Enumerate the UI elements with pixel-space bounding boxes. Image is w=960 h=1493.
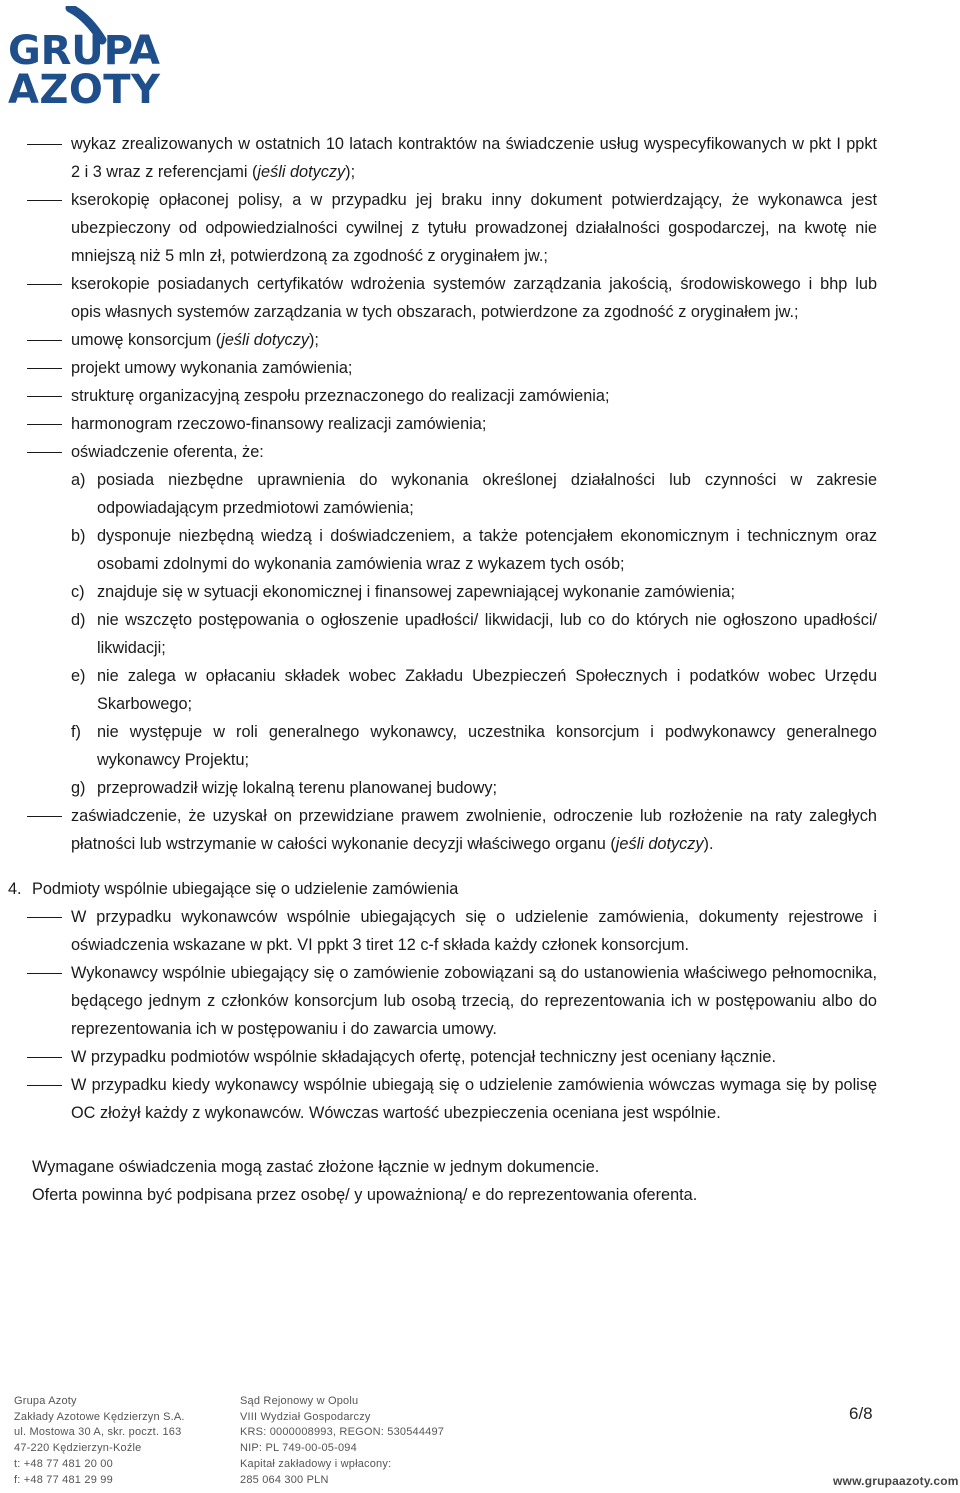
italic-note: jeśli dotyczy <box>221 331 309 349</box>
requirement-item <box>0 410 960 438</box>
section-heading <box>0 875 960 903</box>
requirement-item <box>0 270 960 326</box>
declaration-letter: a) <box>71 471 86 489</box>
italic-note: jeśli dotyczy <box>257 163 346 181</box>
requirement-item <box>0 802 960 858</box>
company-address <box>14 1394 185 1488</box>
document-body <box>0 130 960 1209</box>
footer-line: Sąd Rejonowy w Opolu <box>240 1395 359 1407</box>
consortium-item <box>0 1043 960 1071</box>
closing-line: Wymagane oświadczenia mogą zastać złożone łącznie w jednym dokumencie. <box>32 1158 600 1176</box>
section-title: Podmioty wspólnie ubiegające się o udzielenie zamówienia <box>32 880 459 898</box>
footer-line: 47-220 Kędzierzyn-Koźle <box>14 1442 142 1455</box>
website-link[interactable]: www.grupaazoty.com <box>833 1474 959 1488</box>
declaration-text: dysponuje niezbędną wiedzą i doświadczeniem, a także potencjałem ekonomicznym i technicznym oraz osobami zdolnymi do wykonania zamówienia wraz z wykazem tych osób; <box>97 527 877 573</box>
requirement-text: oświadczenie oferenta, że: <box>71 443 264 461</box>
consortium-item <box>0 959 960 1043</box>
declaration-letter: e) <box>71 667 86 685</box>
declaration-item <box>0 774 960 802</box>
footer-line: VIII Wydział Gospodarczy <box>240 1410 371 1423</box>
requirement-item <box>0 382 960 410</box>
consortium-text: W przypadku wykonawców wspólnie ubiegających się o udzielenie zamówienia, dokumenty rejestrowe i oświadczenia wskazane w pkt. VI ppkt 3 tiret 12 c-f składa każdy członek konsorcjum. <box>71 908 877 954</box>
consortium-text: W przypadku podmiotów wspólnie składających ofertę, potencjał techniczny jest oceniany łącznie. <box>71 1048 776 1066</box>
registry-info <box>240 1394 444 1488</box>
requirement-item <box>0 438 960 466</box>
requirement-text: kserokopię opłaconej polisy, a w przypadku jej braku inny dokument potwierdzający, że wykonawca jest ubezpieczony od odpowiedzialności cywilnej z tytułu prowadzonej działalności gospodarczej, na kwotę nie mniejszą niż 5 mln zł, potwierdzoną za zgodność z oryginałem jw.; <box>71 191 877 265</box>
declaration-text: nie zalega w opłacaniu składek wobec Zakładu Ubezpieczeń Społecznych i podatków wobec Urzędu Skarbowego; <box>97 667 877 713</box>
svg-text:GRUPA: GRUPA <box>8 28 160 74</box>
requirement-item <box>0 130 960 186</box>
footer-line: Zakłady Azotowe Kędzierzyn S.A. <box>14 1410 185 1423</box>
declaration-text: nie wszczęto postępowania o ogłoszenie upadłości/ likwidacji, lub co do których nie ogłoszono upadłości/ likwidacji; <box>97 611 877 657</box>
note-close: ); <box>308 331 319 349</box>
consortium-item <box>0 1071 960 1127</box>
footer-line: 285 064 300 PLN <box>240 1473 329 1486</box>
declaration-text: znajduje się w sytuacji ekonomicznej i finansowej zapewniającej wykonanie zamówienia; <box>97 583 736 601</box>
declaration-item <box>0 466 960 522</box>
footer-line: NIP: PL 749-00-05-094 <box>240 1442 357 1455</box>
requirement-text: wykaz zrealizowanych w ostatnich 10 latach kontraktów na świadczenie usług wyspecyfikowanych w pkt I ppkt 2 i 3 wraz z referencjami ( <box>71 135 877 181</box>
requirement-text: zaświadczenie, że uzyskał on przewidziane prawem zwolnienie, odroczenie lub rozłożenie na raty zaległych płatności lub wstrzymanie w całości wykonanie decyzji właściwego organu ( <box>71 807 877 853</box>
requirement-text: projekt umowy wykonania zamówienia; <box>71 359 353 377</box>
section-number: 4. <box>8 880 22 898</box>
page-number: 6/8 <box>849 1404 873 1423</box>
declaration-letter: c) <box>71 583 85 601</box>
requirement-text: strukturę organizacyjną zespołu przeznaczonego do realizacji zamówienia; <box>71 387 610 405</box>
declaration-item <box>0 522 960 578</box>
requirement-text: umowę konsorcjum ( <box>71 331 222 349</box>
note-close: ). <box>703 835 714 853</box>
declaration-text: nie występuje w roli generalnego wykonawcy, uczestnika konsorcjum i podwykonawcy generalnego wykonawcy Projektu; <box>97 723 877 769</box>
consortium-text: W przypadku kiedy wykonawcy wspólnie ubiegają się o udzielenie zamówienia wówczas wymaga się by polisę OC złożył każdy z wykonawców. Wówczas wartość ubezpieczenia oceniana jest wspólnie. <box>71 1076 877 1122</box>
svg-text:AZOTY: AZOTY <box>8 67 160 106</box>
requirement-text: kserokopie posiadanych certyfikatów wdrożenia systemów zarządzania jakością, środowiskowego i bhp lub opis własnych systemów zarządzania w tych obszarach, potwierdzone za zgodność z oryginałem jw.; <box>71 275 877 321</box>
declaration-letter: f) <box>71 723 81 741</box>
footer-line: KRS: 0000008993, REGON: 530544497 <box>240 1426 445 1439</box>
footer-line: ul. Mostowa 30 A, skr. poczt. 163 <box>14 1426 182 1439</box>
declaration-item <box>0 718 960 774</box>
footer-line: f: +48 77 481 29 99 <box>14 1473 113 1486</box>
footer-line: Kapitał zakładowy i wpłacony: <box>240 1457 392 1470</box>
company-logo <box>6 6 166 106</box>
grupa-azoty-logo-icon <box>6 6 166 106</box>
requirement-item <box>0 354 960 382</box>
declaration-item <box>0 578 960 606</box>
note-close: ); <box>345 163 356 181</box>
footer-line: Grupa Azoty <box>14 1395 77 1407</box>
declaration-item <box>0 606 960 662</box>
declaration-text: posiada niezbędne uprawnienia do wykonania określonej działalności lub czynności w zakresie odpowiadającym przedmiotowi zamówienia; <box>97 471 877 517</box>
closing-notes <box>0 1153 960 1209</box>
declaration-letter: g) <box>71 779 86 797</box>
closing-line: Oferta powinna być podpisana przez osobę/ y upoważnioną/ e do reprezentowania oferenta. <box>32 1186 698 1204</box>
declaration-letter: d) <box>71 611 86 629</box>
consortium-text: Wykonawcy wspólnie ubiegający się o zamówienie zobowiązani są do ustanowienia właściwego pełnomocnika, będącego jednym z członków konsorcjum lub osobą trzecią, do reprezentowania ich w postępowaniu albo do reprezentowania ich w postępowaniu i do zawarcia umowy. <box>71 964 877 1038</box>
italic-note: jeśli dotyczy <box>615 835 704 853</box>
footer-line: t: +48 77 481 20 00 <box>14 1457 113 1470</box>
declaration-text: przeprowadził wizję lokalną terenu planowanej budowy; <box>97 779 498 797</box>
requirement-item <box>0 186 960 270</box>
page-footer <box>0 1394 960 1493</box>
declaration-letter: b) <box>71 527 86 545</box>
declaration-item <box>0 662 960 718</box>
requirement-text: harmonogram rzeczowo-finansowy realizacji zamówienia; <box>71 415 487 433</box>
requirement-item <box>0 326 960 354</box>
consortium-item <box>0 903 960 959</box>
